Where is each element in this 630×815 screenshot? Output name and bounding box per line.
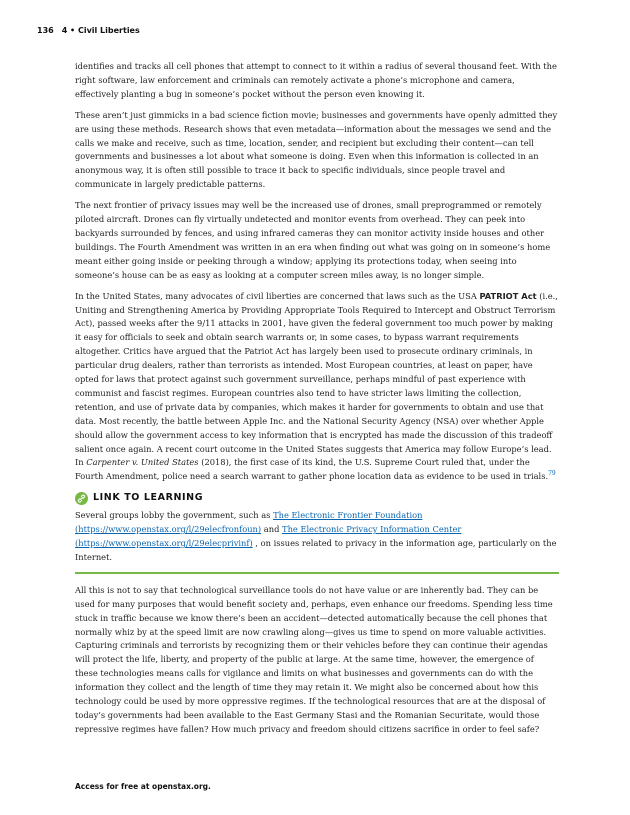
footnote-ref[interactable]: 79 [548,470,556,478]
eff-link[interactable]: The Electronic Frontier Foundation (https://www.openstax.org/l/29elecfronfoun) [75,510,423,535]
epic-link[interactable]: The Electronic Privacy Information Center (https://www.openstax.org/l/29elecprivinf) [75,524,462,548]
patriot-text-before: In the United States, many advocates of civil liberties are concerned that laws such as the USA [75,290,480,301]
box-intro: Several groups lobby the government, such as [75,510,274,521]
key-term-patriot-act: PATRIOT Act [479,290,537,301]
paragraph-metadata: These aren’t just gimmicks in a bad science fiction movie; businesses and governments have openly admitted they are using these methods. Research shows that even metadata—information about the messages we send and the calls we make and receive, such as time, location, sender, and recipient but excluding their content—can tell governments and businesses a lot about what someone is doing. Even when this information is collected in an anonymous way, it is often still possible to trace it back to specific individuals, since people travel and communicate in largely predictable patterns. [75,109,558,190]
link-icon [75,492,88,505]
link-to-learning-box [75,491,559,574]
case-name: Carpenter v. United States [86,457,199,468]
body-text [75,60,559,737]
paragraph-closing: All this is not to say that technological surveillance tools do not have value or are inherently bad. They can be used for many purposes that would benefit society and, perhaps, even enhance our freedoms. Spending less time stuck in traffic because we know there’s been an accident—detected automatically because the cell phones that normally whiz by at the speed limit are now crawling along—gives us time to spend on more valuable activities. Capturing criminals and terrorists by recognizing them or their vehicles before they can continue their agendas will protect the life, liberty, and property of the public at large. At the same time, however, the emergence of these technologies means calls for vigilance and limits on what businesses and governments can do with the information they collect and the length of time they may retain it. We might also be concerned about how this technology could be used by more oppressive regimes. If the technological resources that are at the disposal of today’s governments had been available to the East Germany Stasi and the Romanian Securitate, would those repressive regimes have fallen? How much privacy and freedom should citizens sacrifice in order to feel safe? [75,584,553,734]
box-connector: and [261,524,283,535]
chapter-title: 4 • Civil Liberties [61,26,140,35]
paragraph-drones: The next frontier of privacy issues may well be the increased use of drones, small preprogrammed or remotely piloted aircraft. Drones can fly virtually undetected and monitor events from overhead. They can peek into backyards surrounded by fences, and using infrared cameras they can monitor activity inside houses and other buildings. The Fourth Amendment was written in an era when finding out what was going on in someone’s home meant either going inside or peeking through a window; applying its protections today, when seeing into someone’s house can be as easy as looking at a computer screen miles away, is no longer simple. [75,200,551,280]
running-head [37,26,140,35]
page-number: 136 [37,26,54,35]
box-outro: , on issues related to privacy in the information age, particularly on the Internet. [75,538,557,562]
patriot-text-middle: (i.e., Uniting and Strengthening America by Providing Appropriate Tools Required to Intercept and Obstruct Terrorism Act), passed weeks after the 9/11 attacks in 2001, have given the federal government too much power by making it easy for officials to seek and obtain search warrants or, in some cases, to bypass warrant requirements altogether. Critics have argued that the Patriot Act has largely been used to prosecute ordinary criminals, in particular drug dealers, rather than terrorists as intended. Most European countries, at least on paper, have opted for laws that protect against such government surveillance, perhaps mindful of past experience with communist and fascist regimes. European countries also tend to have stricter laws limiting the collection, retention, and use of private data by companies, which makes it harder for governments to obtain and use that data. Most recently, the battle between Apple Inc. and the National Security Agency (NSA) over whether Apple should allow the government access to key information that is encrypted has made the discussion of this tradeoff salient once again. A recent court outcome in the United States suggests that America may follow Europe’s lead. In [75,290,558,468]
page-footer: Access for free at openstax.org. [75,782,211,791]
patriot-text-after: (2018), the first case of its kind, the U.S. Supreme Court ruled that, under the Fourth Amendment, police need a search warrant to gather phone location data as evidence to be used in trials. [75,457,549,482]
box-body [75,509,559,574]
box-title: LINK TO LEARNING [93,492,204,504]
paragraph-phones: identifies and tracks all cell phones that attempt to connect to it within a radius of several thousand feet. With the right software, law enforcement and criminals can remotely activate a phone’s microphone and camera, effectively planting a bug in someone’s pocket without the person even knowing it. [75,61,557,99]
box-header [75,491,559,505]
paragraph-patriot-act [75,290,559,485]
